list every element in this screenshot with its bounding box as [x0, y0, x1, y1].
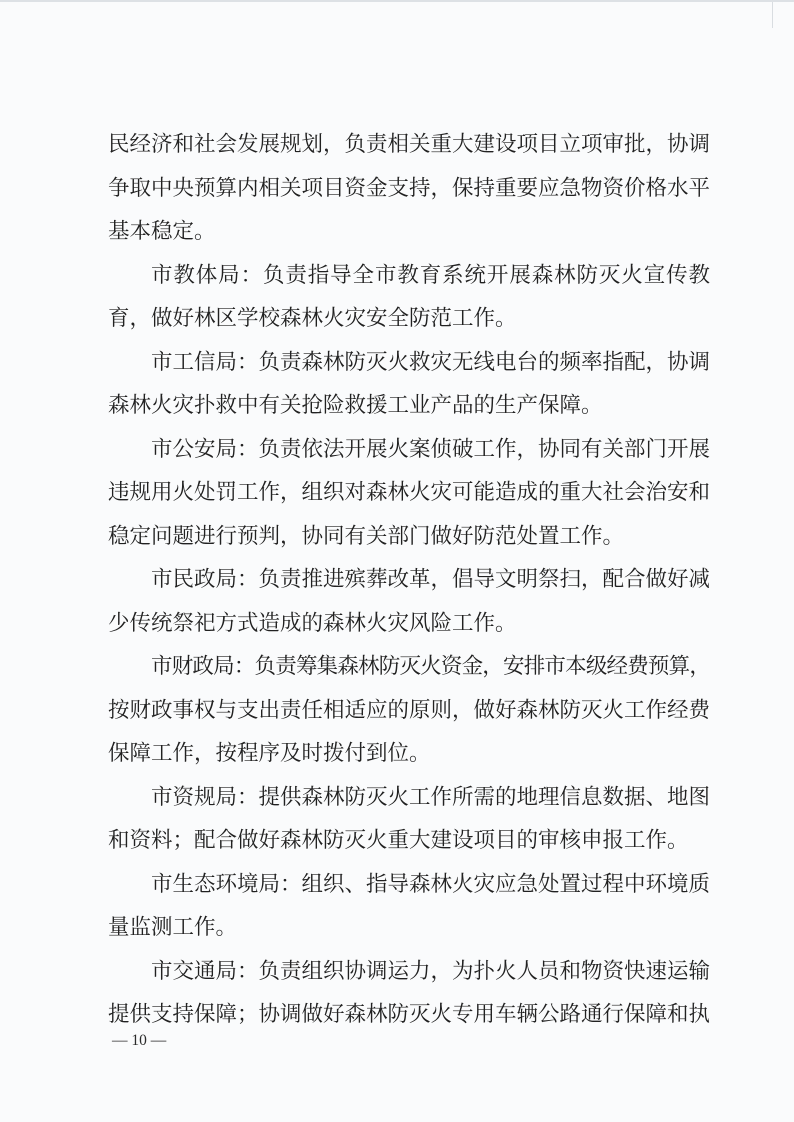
body-text-line: 市交通局：负责组织协调运力，为扑火人员和物资快速运输 — [151, 958, 711, 983]
body-text-line: 市资规局：提供森林防灭火工作所需的地理信息数据、地图 — [151, 784, 711, 809]
document-body — [108, 123, 710, 1037]
body-text-line: 和资料；配合做好森林防灭火重大建设项目的审核申报工作。 — [108, 828, 689, 852]
body-text-line: 市民政局：负责推进殡葬改革，倡导文明祭扫，配合做好减 — [151, 567, 711, 591]
body-text-line: 争取中央预算内相关项目资金支持，保持重要应急物资价格水平 — [108, 175, 711, 200]
paragraph-continuation — [108, 123, 710, 254]
paragraph-transport-bureau — [108, 950, 710, 1037]
body-text-line: 森林火灾扑救中有关抢险救援工业产品的生产保障。 — [108, 393, 603, 417]
paragraph-ecology-environment-bureau — [108, 863, 710, 950]
body-text-line: 保障工作，按程序及时拨付到位。 — [108, 741, 431, 765]
paragraph-public-security-bureau — [108, 428, 710, 559]
body-text-line: 稳定问题进行预判，协同有关部门做好防范处置工作。 — [108, 523, 625, 548]
body-text-line: 基本稳定。 — [108, 219, 216, 243]
body-text-line: 按财政事权与支出责任相适应的原则，做好森林防灭火工作经费 — [108, 697, 711, 722]
body-text-line: 市公安局：负责依法开展火案侦破工作，协同有关部门开展 — [151, 436, 711, 461]
body-text-line: 违规用火处罚工作，组织对森林火灾可能造成的重大社会治安和 — [108, 480, 711, 504]
body-text-line: 市工信局：负责森林防灭火救灾无线电台的频率指配，协调 — [151, 349, 711, 374]
scan-edge-artifact — [0, 0, 794, 2]
paragraph-finance-bureau — [108, 645, 710, 776]
body-text-line: 市教体局：负责指导全市教育系统开展森林防灭火宣传教 — [151, 262, 710, 287]
body-text-line: 民经济和社会发展规划，负责相关重大建设项目立项审批，协调 — [108, 132, 711, 156]
paragraph-natural-resources-planning-bureau — [108, 776, 710, 863]
page-number: — 10 — — [112, 1032, 167, 1049]
body-text-line: 市生态环境局：组织、指导森林火灾应急处置过程中环境质 — [151, 871, 711, 896]
paragraph-industry-it-bureau — [108, 341, 710, 428]
body-text-line: 量监测工作。 — [108, 915, 238, 939]
paragraph-civil-affairs-bureau — [108, 558, 710, 645]
body-text-line: 少传统祭祀方式造成的森林火灾风险工作。 — [108, 610, 517, 635]
scan-line-artifact — [772, 2, 773, 28]
body-text-line: 提供支持保障；协调做好森林防灭火专用车辆公路通行保障和执 — [108, 1002, 711, 1026]
paragraph-education-bureau — [108, 254, 710, 341]
body-text-line: 市财政局：负责筹集森林防灭火资金，安排市本级经费预算， — [151, 654, 710, 678]
body-text-line: 育，做好林区学校森林火灾安全防范工作。 — [108, 306, 517, 330]
